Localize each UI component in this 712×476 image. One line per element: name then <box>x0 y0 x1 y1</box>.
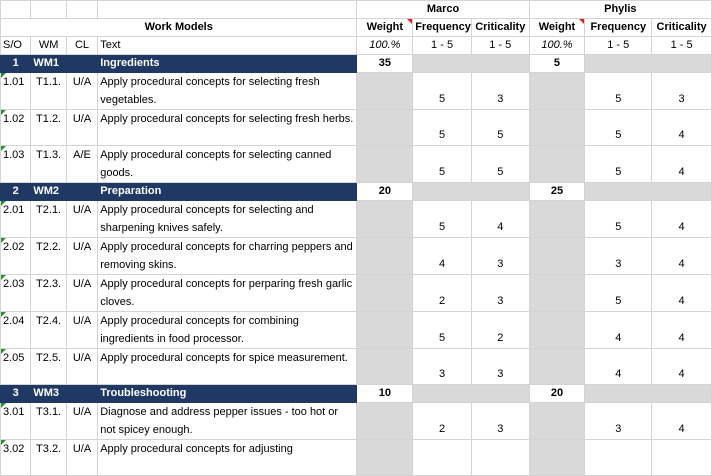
phylis-task-weight[interactable] <box>529 146 585 183</box>
task-code[interactable]: T3.2. <box>31 440 66 476</box>
task-cl[interactable]: U/A <box>66 349 97 385</box>
marco-task-weight[interactable] <box>357 238 413 275</box>
model-title[interactable]: Troubleshooting <box>98 385 357 403</box>
marco-model-blank[interactable] <box>413 55 529 73</box>
phylis-task-frequency[interactable]: 5 <box>585 275 652 312</box>
marco-task-criticality[interactable]: 2 <box>471 312 529 349</box>
col-text-header[interactable]: Text <box>98 37 357 55</box>
phylis-task-weight[interactable] <box>529 201 585 238</box>
phylis-task-criticality[interactable]: 4 <box>652 349 712 385</box>
person-name-phylis[interactable]: Phylis <box>529 1 711 19</box>
work-model-row <box>1 183 712 201</box>
marco-criticality-header[interactable]: Criticality <box>471 19 529 37</box>
phylis-task-frequency[interactable]: 5 <box>585 146 652 183</box>
task-cl[interactable]: U/A <box>66 110 97 146</box>
phylis-task-frequency[interactable] <box>585 440 652 476</box>
task-text[interactable]: Apply procedural concepts for adjusting <box>98 440 357 476</box>
marco-criticality-range[interactable]: 1 - 5 <box>471 37 529 55</box>
phylis-task-criticality[interactable]: 4 <box>652 110 712 146</box>
phylis-task-frequency[interactable]: 4 <box>585 312 652 349</box>
task-row <box>1 275 712 312</box>
task-code[interactable]: T2.1. <box>31 201 66 238</box>
marco-task-weight[interactable] <box>357 146 413 183</box>
task-code[interactable]: T2.2. <box>31 238 66 275</box>
task-cl[interactable]: U/A <box>66 312 97 349</box>
subheader-row <box>1 37 712 55</box>
work-models-heading[interactable]: Work Models <box>1 19 357 37</box>
phylis-model-weight[interactable]: 5 <box>529 55 585 73</box>
marco-frequency-range[interactable]: 1 - 5 <box>413 37 472 55</box>
marco-task-criticality[interactable]: 3 <box>471 403 529 440</box>
marco-task-weight[interactable] <box>357 312 413 349</box>
marco-task-frequency[interactable]: 5 <box>413 73 472 110</box>
marco-model-weight[interactable]: 10 <box>357 385 413 403</box>
marco-task-criticality[interactable]: 3 <box>471 349 529 385</box>
marco-task-criticality[interactable]: 5 <box>471 146 529 183</box>
task-code[interactable]: T2.4. <box>31 312 66 349</box>
task-cl[interactable]: U/A <box>66 440 97 476</box>
phylis-frequency-range[interactable]: 1 - 5 <box>585 37 652 55</box>
marco-task-frequency[interactable]: 5 <box>413 312 472 349</box>
marco-task-criticality[interactable]: 5 <box>471 110 529 146</box>
marco-task-frequency[interactable]: 4 <box>413 238 472 275</box>
marco-task-frequency[interactable]: 2 <box>413 403 472 440</box>
task-so[interactable]: 1.02 <box>1 110 31 146</box>
marco-model-weight[interactable]: 35 <box>357 55 413 73</box>
phylis-task-weight[interactable] <box>529 238 585 275</box>
task-code[interactable]: T2.5. <box>31 349 66 385</box>
marco-task-weight[interactable] <box>357 403 413 440</box>
phylis-model-blank[interactable] <box>585 385 712 403</box>
model-title[interactable]: Ingredients <box>98 55 357 73</box>
marco-task-weight[interactable] <box>357 110 413 146</box>
task-code[interactable]: T1.3. <box>31 146 66 183</box>
person-header-row <box>1 1 712 19</box>
task-so[interactable]: 2.03 <box>1 275 31 312</box>
phylis-task-weight[interactable] <box>529 440 585 476</box>
phylis-task-frequency[interactable]: 3 <box>585 403 652 440</box>
marco-task-criticality[interactable] <box>471 440 529 476</box>
model-cl-cell[interactable] <box>66 55 97 73</box>
task-code[interactable]: T2.3. <box>31 275 66 312</box>
phylis-model-blank[interactable] <box>585 183 712 201</box>
marco-task-criticality[interactable]: 4 <box>471 201 529 238</box>
task-cl[interactable]: A/E <box>66 146 97 183</box>
phylis-criticality-range[interactable]: 1 - 5 <box>652 37 712 55</box>
task-so[interactable]: 2.02 <box>1 238 31 275</box>
phylis-task-criticality[interactable]: 4 <box>652 146 712 183</box>
marco-task-criticality[interactable]: 3 <box>471 275 529 312</box>
person-name-marco[interactable]: Marco <box>357 1 529 19</box>
model-cl-cell[interactable] <box>66 183 97 201</box>
model-title[interactable]: Preparation <box>98 183 357 201</box>
marco-task-frequency[interactable] <box>413 440 472 476</box>
marco-task-frequency[interactable]: 3 <box>413 349 472 385</box>
task-row <box>1 110 712 146</box>
task-so[interactable]: 3.01 <box>1 403 31 440</box>
marco-task-weight[interactable] <box>357 275 413 312</box>
phylis-task-weight[interactable] <box>529 349 585 385</box>
col-cl-header[interactable]: CL <box>66 37 97 55</box>
col-wm-header[interactable]: WM <box>31 37 66 55</box>
task-text[interactable]: Apply procedural concepts for perparing fresh garlic cloves. <box>98 275 357 312</box>
marco-task-weight[interactable] <box>357 201 413 238</box>
phylis-task-weight[interactable] <box>529 403 585 440</box>
model-code[interactable]: WM3 <box>31 385 66 403</box>
model-so[interactable]: 3 <box>1 385 31 403</box>
phylis-model-blank[interactable] <box>585 55 712 73</box>
task-row <box>1 349 712 385</box>
marco-task-frequency[interactable]: 5 <box>413 110 472 146</box>
model-code[interactable]: WM1 <box>31 55 66 73</box>
task-row <box>1 238 712 275</box>
task-code[interactable]: T1.2. <box>31 110 66 146</box>
task-text[interactable]: Diagnose and address pepper issues - too hot or not spicey enough. <box>98 403 357 440</box>
marco-task-frequency[interactable]: 5 <box>413 146 472 183</box>
phylis-task-criticality[interactable]: 4 <box>652 238 712 275</box>
task-cl[interactable]: U/A <box>66 275 97 312</box>
task-text[interactable]: Apply procedural concepts for selecting canned goods. <box>98 146 357 183</box>
task-row <box>1 440 712 476</box>
marco-task-frequency[interactable]: 5 <box>413 201 472 238</box>
task-so[interactable]: 1.03 <box>1 146 31 183</box>
phylis-task-criticality[interactable]: 4 <box>652 275 712 312</box>
task-code[interactable]: T1.1. <box>31 73 66 110</box>
task-row <box>1 146 712 183</box>
phylis-model-weight[interactable]: 20 <box>529 385 585 403</box>
work-model-row <box>1 55 712 73</box>
phylis-task-criticality[interactable] <box>652 440 712 476</box>
task-text[interactable]: Apply procedural concepts for combining ingredients in food processor. <box>98 312 357 349</box>
marco-frequency-header[interactable]: Frequency <box>413 19 472 37</box>
task-cl[interactable]: U/A <box>66 73 97 110</box>
phylis-task-frequency[interactable]: 5 <box>585 110 652 146</box>
task-text[interactable]: Apply procedural concepts for selecting fresh herbs. <box>98 110 357 146</box>
phylis-task-frequency[interactable]: 5 <box>585 73 652 110</box>
task-so[interactable]: 3.02 <box>1 440 31 476</box>
task-cl[interactable]: U/A <box>66 201 97 238</box>
phylis-task-criticality[interactable]: 4 <box>652 201 712 238</box>
phylis-task-weight[interactable] <box>529 110 585 146</box>
phylis-task-weight[interactable] <box>529 73 585 110</box>
phylis-task-weight[interactable] <box>529 312 585 349</box>
model-so[interactable]: 1 <box>1 55 31 73</box>
phylis-task-criticality[interactable]: 4 <box>652 312 712 349</box>
task-row <box>1 312 712 349</box>
task-row <box>1 73 712 110</box>
marco-task-criticality[interactable]: 3 <box>471 73 529 110</box>
phylis-weight-unit[interactable]: 100.% <box>529 37 585 55</box>
task-text[interactable]: Apply procedural concepts for selecting fresh vegetables. <box>98 73 357 110</box>
task-row <box>1 403 712 440</box>
marco-weight-header[interactable]: Weight <box>357 19 413 37</box>
phylis-weight-header[interactable]: Weight <box>529 19 585 37</box>
task-so[interactable]: 2.01 <box>1 201 31 238</box>
task-cl[interactable]: U/A <box>66 238 97 275</box>
phylis-criticality-header[interactable]: Criticality <box>652 19 712 37</box>
phylis-task-frequency[interactable]: 3 <box>585 238 652 275</box>
task-so[interactable]: 1.01 <box>1 73 31 110</box>
column-title-row <box>1 19 712 37</box>
marco-weight-unit[interactable]: 100.% <box>357 37 413 55</box>
marco-task-weight[interactable] <box>357 440 413 476</box>
task-text[interactable]: Apply procedural concepts for selecting and sharpening knives safely. <box>98 201 357 238</box>
task-text[interactable]: Apply procedural concepts for charring peppers and removing skins. <box>98 238 357 275</box>
model-cl-cell[interactable] <box>66 385 97 403</box>
phylis-model-weight[interactable]: 25 <box>529 183 585 201</box>
task-so[interactable]: 2.05 <box>1 349 31 385</box>
task-so[interactable]: 2.04 <box>1 312 31 349</box>
marco-task-weight[interactable] <box>357 73 413 110</box>
phylis-task-criticality[interactable]: 3 <box>652 73 712 110</box>
marco-task-frequency[interactable]: 2 <box>413 275 472 312</box>
marco-model-blank[interactable] <box>413 183 529 201</box>
phylis-task-frequency[interactable]: 5 <box>585 201 652 238</box>
task-text[interactable]: Apply procedural concepts for spice measurement. <box>98 349 357 385</box>
marco-task-weight[interactable] <box>357 349 413 385</box>
model-so[interactable]: 2 <box>1 183 31 201</box>
phylis-task-criticality[interactable]: 4 <box>652 403 712 440</box>
marco-task-criticality[interactable]: 3 <box>471 238 529 275</box>
task-row <box>1 201 712 238</box>
model-code[interactable]: WM2 <box>31 183 66 201</box>
col-so-header[interactable]: S/O <box>1 37 31 55</box>
task-cl[interactable]: U/A <box>66 403 97 440</box>
work-model-row <box>1 385 712 403</box>
phylis-task-frequency[interactable]: 4 <box>585 349 652 385</box>
task-code[interactable]: T3.1. <box>31 403 66 440</box>
phylis-frequency-header[interactable]: Frequency <box>585 19 652 37</box>
marco-model-blank[interactable] <box>413 385 529 403</box>
marco-model-weight[interactable]: 20 <box>357 183 413 201</box>
phylis-task-weight[interactable] <box>529 275 585 312</box>
